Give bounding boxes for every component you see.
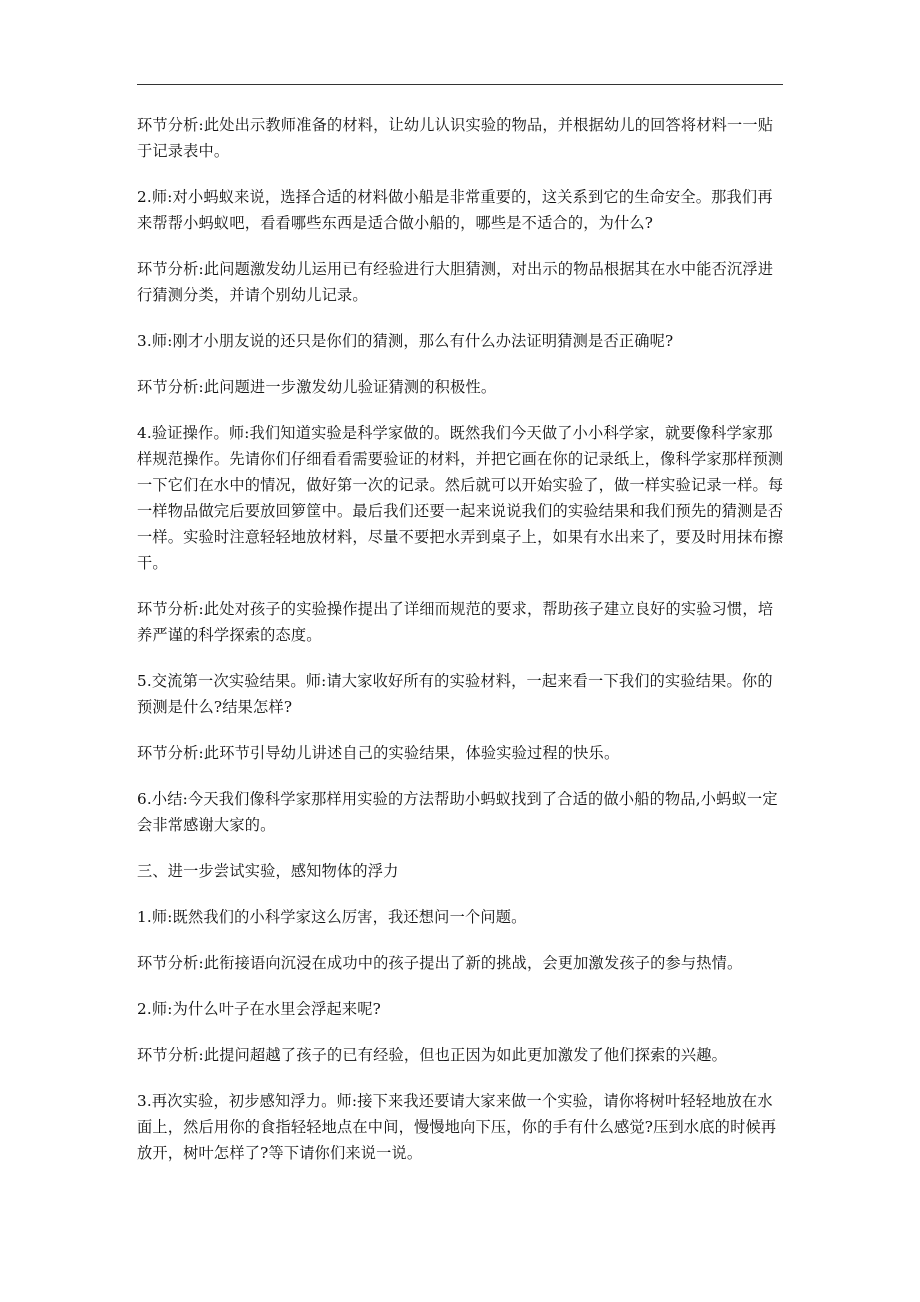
paragraph-step-4-experiment: 4.验证操作。师:我们知道实验是科学家做的。既然我们今天做了小小科学家，就要像科学家那样规范操作。先请你们仔细看看需要验证的材料，并把它画在你的记录纸上，像科学家那样预测一下它们在水中的情况，做好第一次的记录。然后就可以开始实验了，做一样实验记录一样。每一样物品做完后要放回箩筐中。最后我们还要一起来说说我们的实验结果和我们预先的猜测是否一样。实验时注意轻轻地放材料，尽量不要把水弄到桌子上，如果有水出来了，要及时用抹布擦干。 bbox=[137, 424, 784, 572]
section-heading-3: 三、进一步尝试实验，感知物体的浮力 bbox=[137, 862, 399, 880]
paragraph-analysis-materials: 环节分析:此处出示教师准备的材料，让幼儿认识实验的物品，并根据幼儿的回答将材料一一贴于记录表中。 bbox=[137, 116, 774, 160]
header-divider bbox=[137, 84, 783, 85]
paragraph-analysis-interest: 环节分析:此提问超越了孩子的已有经验，但也正因为如此更加激发了他们探索的兴趣。 bbox=[137, 1046, 728, 1064]
paragraph-analysis-share: 环节分析:此环节引导幼儿讲述自己的实验结果，体验实验过程的快乐。 bbox=[137, 744, 620, 762]
paragraph-analysis-guess: 环节分析:此问题激发幼儿运用已有经验进行大胆猜测，对出示的物品根据其在水中能否沉浮进行猜测分类，并请个别幼儿记录。 bbox=[137, 260, 774, 304]
paragraph-step-6-summary: 6.小结:今天我们像科学家那样用实验的方法帮助小蚂蚁找到了合适的做小船的物品,小蚂蚁一定会非常感谢大家的。 bbox=[137, 790, 778, 834]
paragraph-section3-step-1: 1.师:既然我们的小科学家这么厉害，我还想问一个问题。 bbox=[137, 908, 527, 926]
paragraph-step-3-prove-guess: 3.师:刚才小朋友说的还只是你们的猜测，那么有什么办法证明猜测是否正确呢? bbox=[137, 332, 674, 350]
paragraph-analysis-requirements: 环节分析:此处对孩子的实验操作提出了详细而规范的要求，帮助孩子建立良好的实验习惯，培养严谨的科学探索的态度。 bbox=[137, 600, 774, 644]
paragraph-step-2-choose-materials: 2.师:对小蚂蚁来说，选择合适的材料做小船是非常重要的，这关系到它的生命安全。那我们再来帮帮小蚂蚁吧，看看哪些东西是适合做小船的，哪些是不适合的，为什么? bbox=[137, 188, 773, 232]
paragraph-analysis-challenge: 环节分析:此衔接语向沉浸在成功中的孩子提出了新的挑战，会更加激发孩子的参与热情。 bbox=[137, 954, 743, 972]
paragraph-section3-step-2: 2.师:为什么叶子在水里会浮起来呢? bbox=[137, 1000, 381, 1018]
paragraph-section3-step-3: 3.再次实验，初步感知浮力。师:接下来我还要请大家来做一个实验，请你将树叶轻轻地放在水面上，然后用你的食指轻轻地点在中间，慢慢地向下压，你的手有什么感觉?压到水底的时候再放开，树叶怎样了?等下请你们来说一说。 bbox=[137, 1092, 777, 1162]
document-body bbox=[137, 112, 787, 1186]
paragraph-step-5-share-results: 5.交流第一次实验结果。师:请大家收好所有的实验材料，一起来看一下我们的实验结果。你的预测是什么?结果怎样? bbox=[137, 672, 773, 716]
paragraph-analysis-verify: 环节分析:此问题进一步激发幼儿验证猜测的积极性。 bbox=[137, 378, 497, 396]
